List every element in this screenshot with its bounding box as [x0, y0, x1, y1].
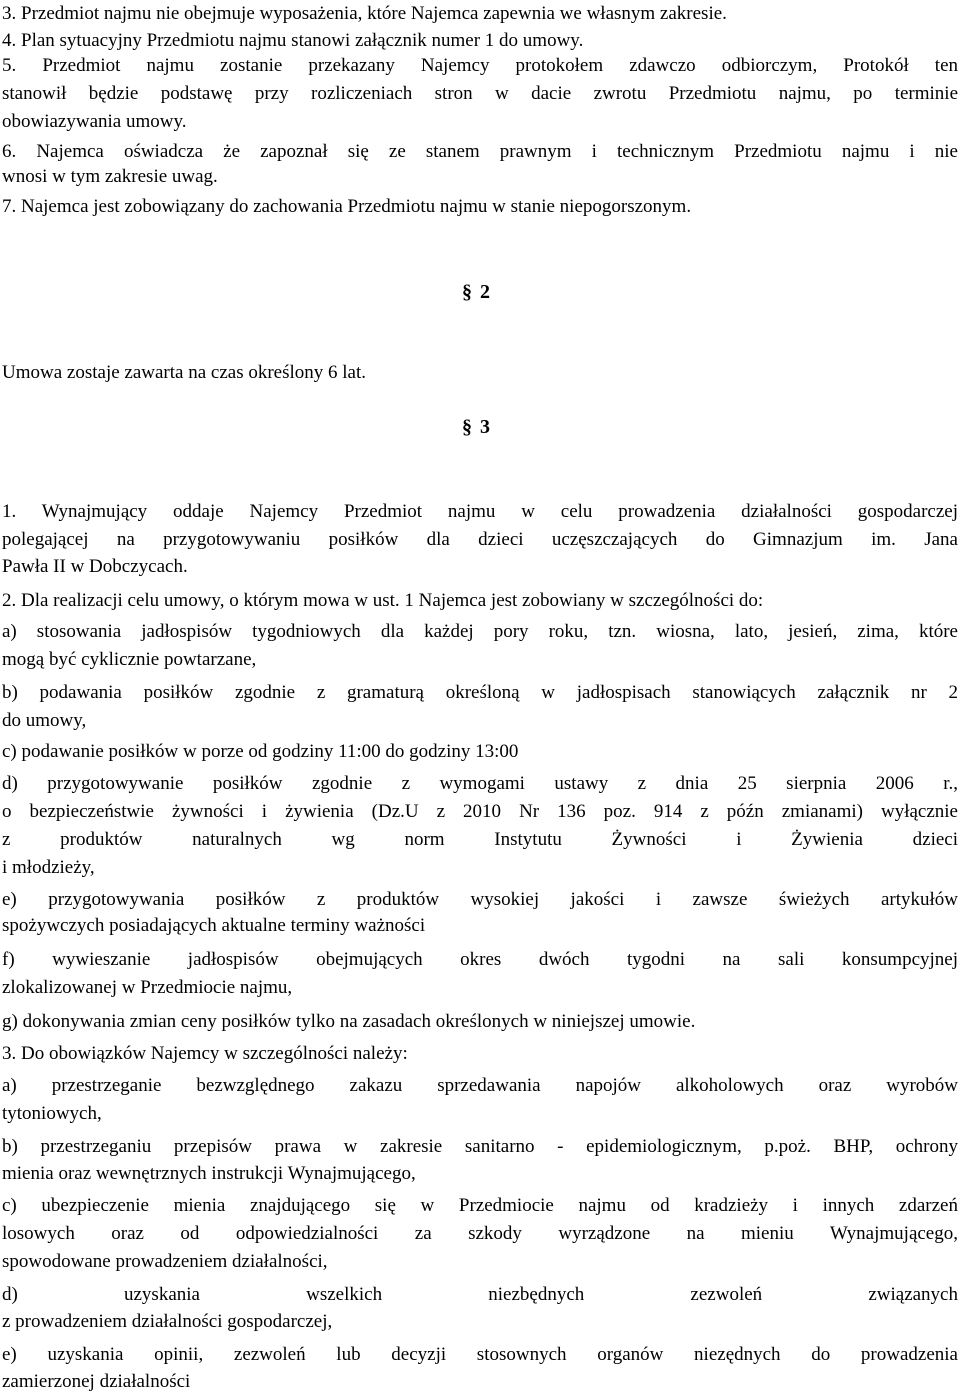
text-line: a) stosowania jadłospisów tygodniowych dla każdej pory roku, tzn. wiosna, lato, jesień, zima, które	[2, 621, 958, 642]
text-line: 4. Plan sytuacyjny Przedmiotu najmu stanowi załącznik numer 1 do umowy.	[2, 30, 584, 51]
text-line: c) podawanie posiłków w porze od godziny 11:00 do godziny 13:00	[2, 741, 519, 762]
text-line: obowiazywania umowy.	[2, 111, 187, 132]
text-line: d) uzyskania wszelkich niezbędnych zezwoleń związanych	[2, 1284, 958, 1305]
text-line: polegającej na przygotowywaniu posiłków dla dzieci uczęszczających do Gimnazjum im. Jana	[2, 529, 958, 550]
section-heading	[462, 280, 490, 304]
text-line: i młodzieży,	[2, 857, 95, 878]
text-line: zamierzonej działalności	[2, 1371, 191, 1392]
text-line: o bezpieczeństwie żywności i żywienia (Dz.U z 2010 Nr 136 poz. 914 z późn zmianami) wyłącznie	[2, 801, 958, 822]
text-line: 6. Najemca oświadcza że zapoznał się ze stanem prawnym i technicznym Przedmiotu najmu i nie	[2, 141, 958, 162]
text-line: losowych oraz od odpowiedzialności za szkody wyrządzone na mieniu Wynajmującego,	[2, 1223, 958, 1244]
text-line: g) dokonywania zmian ceny posiłków tylko na zasadach określonych w niniejszej umowie.	[2, 1011, 696, 1032]
text-line: 7. Najemca jest zobowiązany do zachowania Przedmiotu najmu w stanie niepogorszonym.	[2, 196, 692, 217]
text-line: 5. Przedmiot najmu zostanie przekazany Najemcy protokołem zdawczo odbiorczym, Protokół ten	[2, 55, 958, 76]
text-line: e) uzyskania opinii, zezwoleń lub decyzji stosownych organów niezędnych do prowadzenia	[2, 1344, 958, 1365]
section-heading	[462, 415, 490, 439]
section-symbol: §	[462, 281, 472, 303]
text-line: stanowił będzie podstawę przy rozliczeniach stron w dacie zwrotu Przedmiotu najmu, po terminie	[2, 83, 958, 104]
text-line: spożywczych posiadających aktualne terminy ważności	[2, 915, 426, 936]
text-line: tytoniowych,	[2, 1103, 102, 1124]
text-line: b) podawania posiłków zgodnie z gramaturą określoną w jadłospisach stanowiących załącznik nr 2	[2, 682, 958, 703]
text-line: wnosi w tym zakresie uwag.	[2, 166, 218, 187]
text-line: 1. Wynajmujący oddaje Najemcy Przedmiot najmu w celu prowadzenia działalności gospodarczej	[2, 501, 958, 522]
text-line: Umowa zostaje zawarta na czas określony 6 lat.	[2, 362, 367, 383]
text-line: do umowy,	[2, 710, 87, 731]
text-line: spowodowane prowadzeniem działalności,	[2, 1251, 328, 1272]
section-number: 3	[480, 416, 490, 438]
section-number: 2	[480, 281, 490, 303]
text-line: mogą być cyklicznie powtarzane,	[2, 649, 257, 670]
section-symbol: §	[462, 416, 472, 438]
text-line: f) wywieszanie jadłospisów obejmujących okres dwóch tygodni na sali konsumpcyjnej	[2, 949, 958, 970]
text-line: z prowadzeniem działalności gospodarczej,	[2, 1311, 333, 1332]
text-line: 3. Do obowiązków Najemcy w szczególności należy:	[2, 1043, 408, 1064]
text-line: zlokalizowanej w Przedmiocie najmu,	[2, 977, 293, 998]
text-line: a) przestrzeganie bezwzględnego zakazu sprzedawania napojów alkoholowych oraz wyrobów	[2, 1075, 958, 1096]
text-line: 2. Dla realizacji celu umowy, o którym mowa w ust. 1 Najemca jest zobowiany w szczególności do:	[2, 590, 764, 611]
text-line: Pawła II w Dobczycach.	[2, 556, 188, 577]
text-line: mienia oraz wewnętrznych instrukcji Wynajmującego,	[2, 1163, 416, 1184]
text-line: d) przygotowywanie posiłków zgodnie z wymogami ustawy z dnia 25 sierpnia 2006 r.,	[2, 773, 958, 794]
text-line: c) ubezpieczenie mienia znajdującego się w Przedmiocie najmu od kradzieży i innych zdarzeń	[2, 1195, 958, 1216]
text-line: 3. Przedmiot najmu nie obejmuje wyposażenia, które Najemca zapewnia we własnym zakresie.	[2, 3, 727, 24]
text-line: e) przygotowywania posiłków z produktów wysokiej jakości i zawsze świeżych artykułów	[2, 889, 958, 910]
text-line: z produktów naturalnych wg norm Instytutu Żywności i Żywienia dzieci	[2, 829, 958, 850]
text-line: b) przestrzeganiu przepisów prawa w zakresie sanitarno - epidemiologicznym, p.poż. BHP, ochrony	[2, 1136, 958, 1157]
